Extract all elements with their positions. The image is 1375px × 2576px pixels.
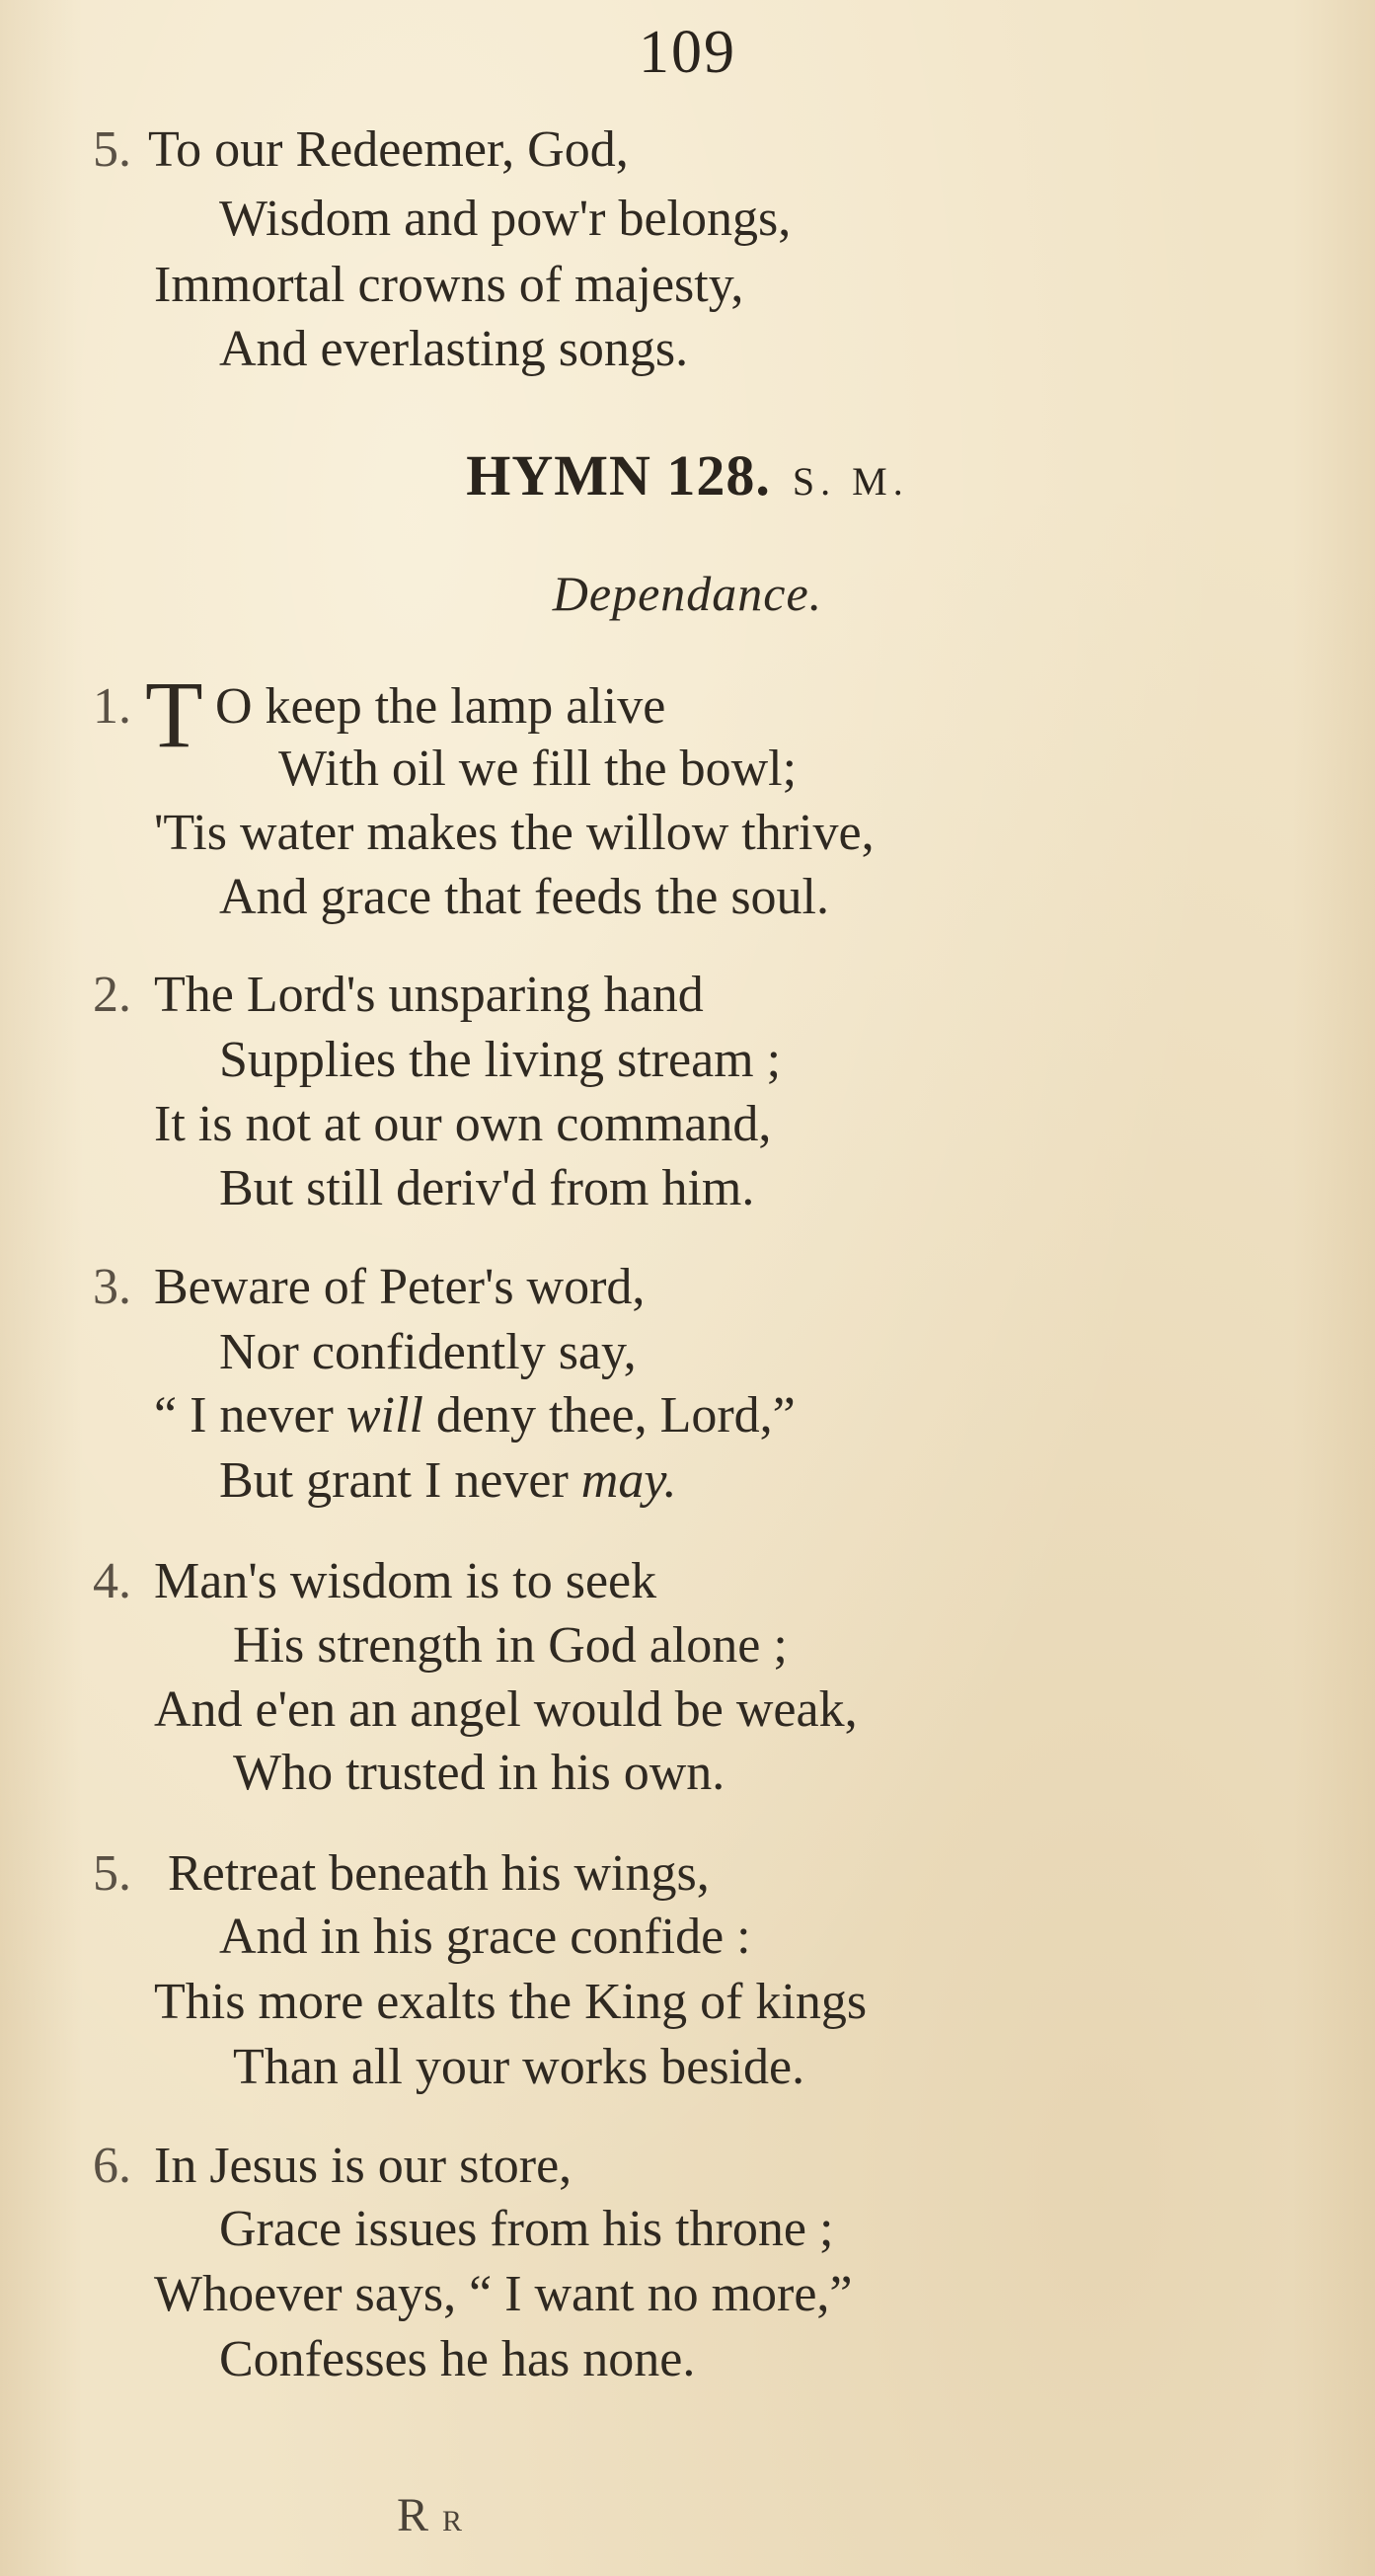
stanza-line: Grace issues from his throne ;: [219, 2201, 834, 2257]
stanza-line: Retreat beneath his wings,: [168, 1845, 710, 1902]
line-start: But grant I never: [219, 1452, 581, 1509]
stanza-number: 1.: [93, 678, 131, 735]
italic-word: may.: [580, 1452, 677, 1509]
stanza-line: The Lord's unsparing hand: [154, 967, 704, 1023]
hymn-meter: S. M.: [792, 459, 909, 504]
stanza-line: His strength in God alone ;: [233, 1617, 788, 1674]
stanza-line: Man's wisdom is to seek: [154, 1553, 657, 1609]
italic-word: will: [345, 1387, 423, 1444]
drop-cap: T: [145, 662, 203, 767]
hymn-subtitle: Dependance.: [552, 566, 823, 621]
stanza-line: [219, 1452, 677, 1509]
stanza-number: 5.: [93, 1845, 131, 1902]
stanza-line: But still deriv'd from him.: [219, 1160, 755, 1216]
signature-mark: [397, 2488, 462, 2542]
stanza-number: 3.: [93, 1259, 131, 1315]
line-end: deny thee, Lord,”: [422, 1387, 796, 1444]
stanza-line: Supplies the living stream ;: [219, 1032, 782, 1088]
stanza-line: [154, 1387, 796, 1444]
page-number: 109: [639, 19, 736, 86]
hymn-number: HYMN 128.: [466, 443, 771, 507]
stanza-number: 4.: [93, 1553, 131, 1609]
stanza-line: And grace that feeds the soul.: [219, 869, 830, 925]
stanza-line: And in his grace confide :: [219, 1909, 751, 1965]
stanza-line: O keep the lamp alive: [215, 678, 666, 735]
stanza-line: This more exalts the King of kings: [154, 1974, 868, 2030]
stanza-number: 6.: [93, 2138, 131, 2194]
stanza-line: It is not at our own command,: [154, 1096, 772, 1152]
stanza-line: Wisdom and pow'r belongs,: [219, 191, 792, 247]
stanza-line: Immortal crowns of majesty,: [154, 257, 744, 313]
stanza-line: In Jesus is our store,: [154, 2138, 573, 2194]
stanza-number: 2.: [93, 967, 131, 1023]
stanza-line: Who trusted in his own.: [233, 1745, 726, 1801]
stanza-number: 5.: [93, 121, 131, 178]
stanza-line: With oil we fill the bowl;: [278, 741, 798, 797]
line-start: “ I never: [154, 1387, 346, 1444]
stanza-line: And everlasting songs.: [219, 321, 689, 377]
stanza-line: Nor confidently say,: [219, 1324, 637, 1380]
stanza-line: 'Tis water makes the willow thrive,: [154, 805, 875, 861]
hymn-title: [0, 442, 1375, 508]
stanza-line: Confesses he has none.: [219, 2331, 696, 2387]
signature-letter: R: [397, 2489, 443, 2541]
stanza-line: To our Redeemer, God,: [148, 121, 629, 178]
signature-letter-small: R: [442, 2505, 463, 2537]
stanza-line: Whoever says, “ I want no more,”: [154, 2266, 853, 2322]
stanza-line: Than all your works beside.: [233, 2039, 805, 2095]
stanza-line: And e'en an angel would be weak,: [154, 1681, 858, 1738]
stanza-line: Beware of Peter's word,: [154, 1259, 646, 1315]
